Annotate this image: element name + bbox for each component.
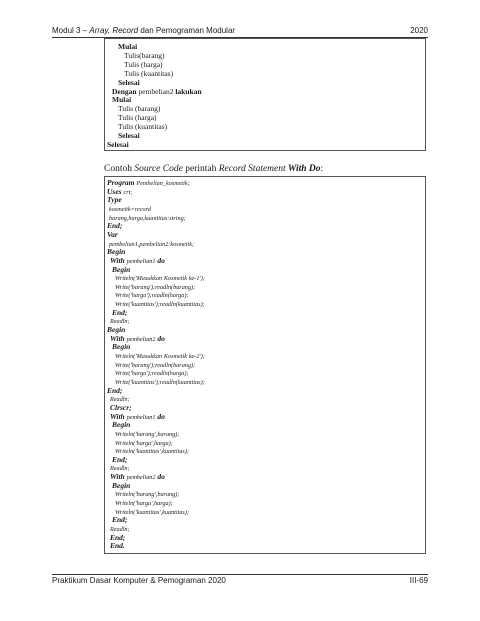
code-line: With pembelian2 do [110, 333, 165, 343]
code-line: End; [112, 454, 128, 464]
code-line: Writeln('Masukkan Kosmetik ke-1'); [115, 275, 205, 283]
code-line: Write('barang');readln(barang); [115, 283, 196, 291]
code-line: Write('kuantitas');readln(kuantitas); [115, 378, 205, 386]
algorithm-line: Tulis(barang) [124, 50, 165, 60]
code-line: With pembelian1 do [110, 255, 165, 265]
code-line: Writeln('Masukkan Kosmetik ke-2'); [115, 353, 205, 360]
algorithm-line: Tulis (kuantitas) [118, 122, 168, 132]
algorithm-line: Selesai [118, 77, 140, 87]
code-line: End. [110, 541, 125, 551]
code-line: Write('kuantitas');readln(kuantitas); [115, 301, 205, 309]
code-line: Write('harga');readln(harga); [115, 370, 189, 378]
code-line: Begin [112, 480, 131, 490]
code-line: End; [112, 307, 128, 317]
code-line: Readln; [110, 465, 130, 473]
code-line: Writeln('barang',barang); [115, 430, 180, 438]
algorithm-line: Tulis (kuantitas) [124, 68, 174, 78]
code-line: Writeln('harga',harga); [115, 439, 173, 447]
header-suffix: dan Pemograman Modular [138, 26, 236, 35]
footer-divider [52, 574, 428, 575]
code-line: Var [107, 229, 118, 239]
code-line: With pembelian2 do [110, 472, 165, 482]
code-line: Readln; [110, 318, 130, 326]
footer-title: Praktikum Dasar Komputer & Pemograman 2020 [52, 576, 226, 585]
algorithm-line: Tulis (barang) [118, 104, 161, 114]
code-line: Program Pembelian_kosmetik; [107, 178, 190, 187]
code-line: End; [107, 385, 123, 395]
section-title [104, 164, 323, 174]
code-line: Writeln('kuantitas',kuantitas); [115, 448, 189, 456]
code-line: Type [107, 195, 122, 205]
section-title-italic: Source Code [134, 164, 183, 174]
code-line: Writeln('barang',barang); [115, 491, 180, 499]
code-line: Begin [112, 264, 131, 274]
algorithm-line: Mulai [112, 95, 132, 105]
section-title-bold-italic: With Do [285, 164, 321, 174]
algorithm-line: Dengan pembelian2 lakukan [112, 86, 202, 96]
code-line: End; [110, 532, 126, 542]
code-line: Begin [112, 420, 131, 430]
header-title [52, 26, 235, 35]
code-line: pembelian1,pembelian2:kosmetik; [109, 240, 195, 248]
code-line: End; [112, 515, 128, 525]
algorithm-line: Tulis (harga) [118, 113, 157, 123]
code-line: Writeln('kuantitas',kuantitas); [115, 508, 189, 516]
code-line: End; [107, 221, 123, 231]
algorithm-line: Tulis (harga) [124, 59, 163, 69]
code-line: Write('barang');readln(barang); [115, 361, 196, 369]
page-number: III-69 [409, 576, 428, 585]
code-line: Begin [112, 342, 131, 352]
code-line: Write('harga');readln(harga); [115, 292, 189, 300]
code-line: kosmetik=record [109, 205, 151, 213]
algorithm-line: Mulai [118, 42, 138, 51]
algorithm-line: Selesai [118, 131, 140, 140]
section-title-italic2: Record Statement [218, 164, 286, 174]
code-line: With pembelian1 do [110, 411, 165, 421]
section-title-prefix: Contoh [104, 164, 135, 174]
section-title-suffix: : [320, 164, 324, 174]
code-line: Begin [107, 247, 126, 257]
header-year: 2020 [410, 26, 428, 35]
algorithm-line: Selesai [107, 139, 129, 149]
section-title-middle: perintah [182, 164, 219, 174]
code-line: barang,harga,kuantitas:string; [109, 214, 186, 222]
code-line: Begin [107, 325, 126, 335]
header-italic: Array, Record [89, 26, 139, 35]
code-line: Writeln('harga',harga); [115, 500, 173, 508]
code-line: Clrscr; [110, 402, 132, 412]
code-line: Readln; [110, 396, 130, 404]
code-line: Readln; [110, 526, 130, 533]
header-prefix: Modul 3 – [52, 26, 90, 35]
code-line: Uses crt; [107, 186, 133, 196]
